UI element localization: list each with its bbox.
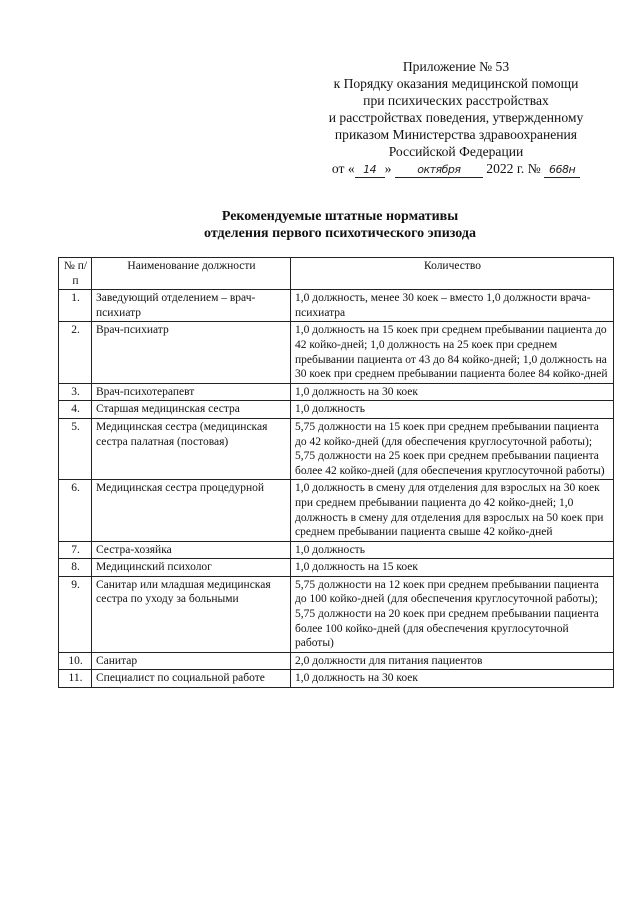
- table-row: [59, 559, 614, 577]
- table-row: [59, 401, 614, 419]
- row-num: 7.: [59, 541, 92, 559]
- appendix-line-2: при психических расстройствах: [363, 93, 549, 108]
- table-row: [59, 322, 614, 383]
- row-quantity: 1,0 должность на 30 коек: [291, 383, 614, 401]
- header-num: № п/п: [59, 258, 92, 290]
- header-quantity: Количество: [291, 258, 614, 290]
- row-num: 5.: [59, 418, 92, 479]
- table-row: [59, 290, 614, 322]
- appendix-header: [300, 58, 612, 178]
- row-quantity: 1,0 должность в смену для отделения для взрослых на 30 коек при среднем пребывании пациента до 42 койко-дней; 1,0 должность в смену для отделения для взрослых на 50 коек при среднем пребывании пациента свыше 42 койко-дней: [291, 480, 614, 541]
- date-prefix: от «: [331, 161, 355, 176]
- row-quantity: 1,0 должность: [291, 401, 614, 419]
- row-quantity: 5,75 должности на 15 коек при среднем пребывании пациента до 42 койко-дней (для обеспечения круглосуточной работы); 5,75 должности на 25 коек при среднем пребывании пациента более 42 койко-дней (для обеспечения круглосуточной работы): [291, 418, 614, 479]
- row-position: Медицинский психолог: [92, 559, 291, 577]
- row-quantity: 1,0 должность, менее 30 коек – вместо 1,0 должности врача-психиатра: [291, 290, 614, 322]
- appendix-line-4: приказом Министерства здравоохранения: [334, 127, 578, 142]
- row-quantity: 2,0 должности для питания пациентов: [291, 652, 614, 670]
- document-title-line-2: отделения первого психотического эпизода: [204, 226, 476, 241]
- appendix-title: Приложение № 53: [402, 59, 510, 74]
- table-row: [59, 541, 614, 559]
- header-position: Наименование должности: [92, 258, 291, 290]
- document-title-line-1: Рекомендуемые штатные нормативы: [221, 209, 459, 224]
- row-num: 1.: [59, 290, 92, 322]
- table-row: [59, 418, 614, 479]
- table-row: [59, 652, 614, 670]
- appendix-line-3: и расстройствах поведения, утвержденному: [328, 110, 584, 125]
- appendix-line-5: Российской Федерации: [388, 144, 524, 159]
- row-num: 4.: [59, 401, 92, 419]
- order-year: 2022 г. №: [486, 161, 541, 176]
- row-position: Санитар или младшая медицинская сестра по уходу за больными: [92, 576, 291, 652]
- row-position: Заведующий отделением – врач-психиатр: [92, 290, 291, 322]
- row-num: 2.: [59, 322, 92, 383]
- date-mid: »: [384, 161, 392, 176]
- row-num: 10.: [59, 652, 92, 670]
- row-position: Сестра-хозяйка: [92, 541, 291, 559]
- row-quantity: 1,0 должность: [291, 541, 614, 559]
- table-row: [59, 670, 614, 688]
- row-num: 6.: [59, 480, 92, 541]
- table-header-row: [59, 258, 614, 290]
- row-position: Старшая медицинская сестра: [92, 401, 291, 419]
- order-date-line: [300, 160, 612, 178]
- row-num: 11.: [59, 670, 92, 688]
- table-row: [59, 383, 614, 401]
- row-quantity: 1,0 должность на 15 коек при среднем пребывании пациента до 42 койко-дней; 1,0 должность на 25 коек при среднем пребывании пациента от 43 до 84 койко-дней; 1,0 должность на 30 коек при среднем пребывании пациента более 84 койко-дней: [291, 322, 614, 383]
- row-num: 3.: [59, 383, 92, 401]
- row-num: 8.: [59, 559, 92, 577]
- row-position: Санитар: [92, 652, 291, 670]
- order-day: 14: [355, 163, 385, 178]
- row-quantity: 1,0 должность на 30 коек: [291, 670, 614, 688]
- order-month: октября: [395, 163, 483, 178]
- row-quantity: 5,75 должности на 12 коек при среднем пребывании пациента до 100 койко-дней (для обеспечения круглосуточной работы); 5,75 должности на 20 коек при среднем пребывании пациента более 100 койко-дней (для обеспечения круглосуточной работы): [291, 576, 614, 652]
- row-num: 9.: [59, 576, 92, 652]
- table-row: [59, 480, 614, 541]
- row-quantity: 1,0 должность на 15 коек: [291, 559, 614, 577]
- staffing-table: [58, 257, 614, 688]
- row-position: Врач-психотерапевт: [92, 383, 291, 401]
- order-number: 668н: [544, 163, 580, 178]
- appendix-line-1: к Порядку оказания медицинской помощи: [333, 76, 579, 91]
- row-position: Медицинская сестра (медицинская сестра палатная (постовая): [92, 418, 291, 479]
- row-position: Врач-психиатр: [92, 322, 291, 383]
- row-position: Медицинская сестра процедурной: [92, 480, 291, 541]
- row-position: Специалист по социальной работе: [92, 670, 291, 688]
- table-row: [59, 576, 614, 652]
